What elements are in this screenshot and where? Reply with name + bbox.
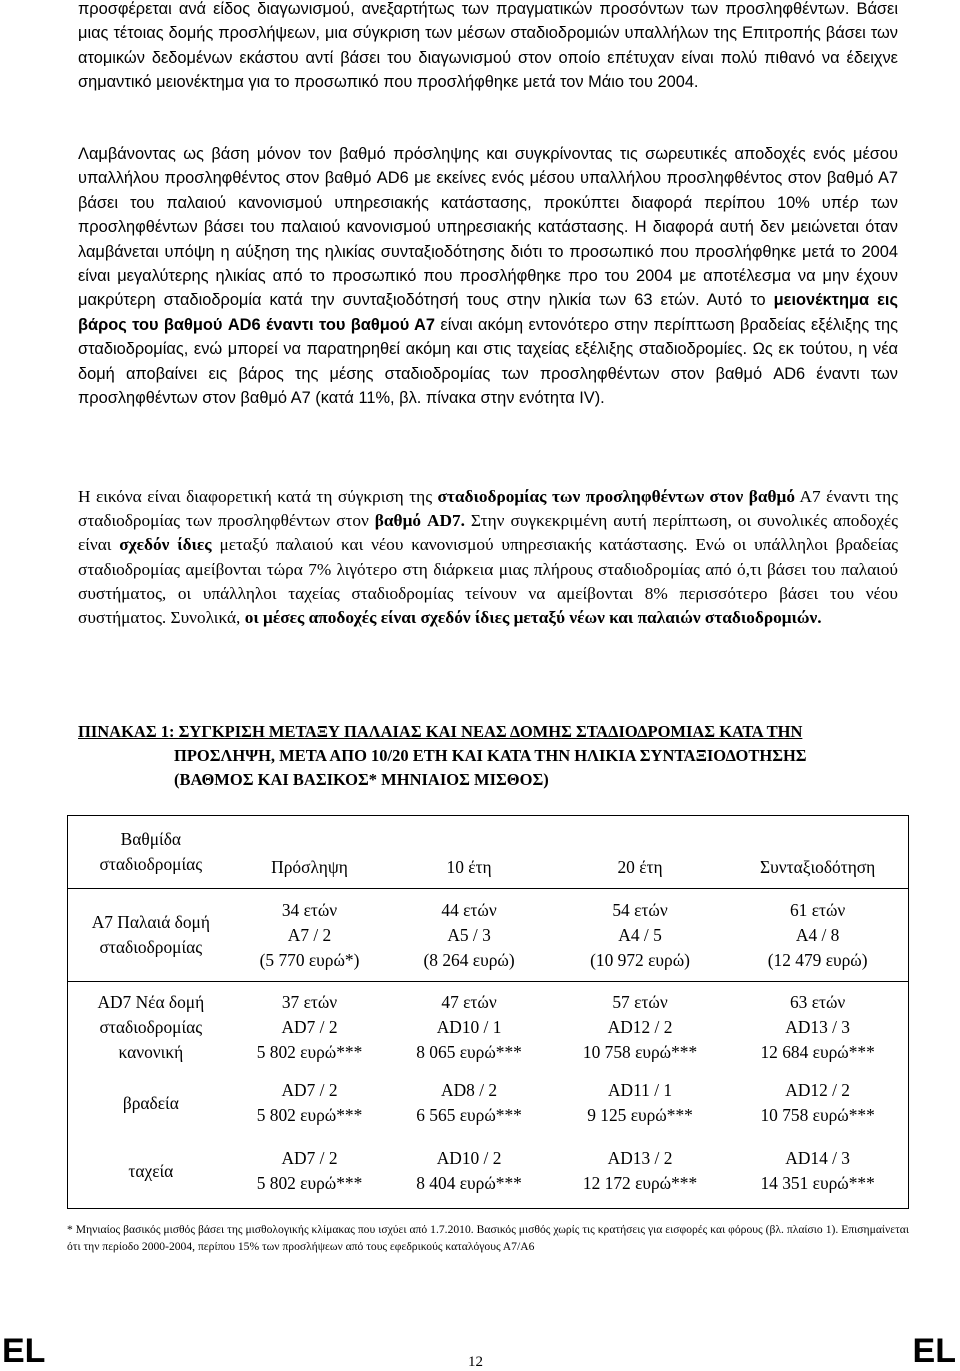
cell-line: AD12 / 2 <box>785 1080 850 1100</box>
row-label-ad7-line3: κανονική <box>118 1041 184 1062</box>
cell-line: 5 802 ευρώ*** <box>256 1105 363 1125</box>
cell-line: 14 351 ευρώ*** <box>760 1173 875 1193</box>
paragraph-1-text: προσφέρεται ανά είδος διαγωνισμού, ανεξαρτήτως των πραγματικών προσόντων των προσληφθέντων. Βάσει μιας τέτοιας δομής προσλήψεων, μια σύγκριση των μέσων σταδιοδρομιών υπαλλήλων της Επιτροπής βάσει των ατομικών δεδομένων εκάστου αντί βάσει του διαγωνισμού στον οποίο επέτυχαν είναι πολύ πιθανό να έδειχνε σημαντικό μειονέκτημα για το προσωπικό που προσλήφθηκε μετά τον Μάιο του 2004. <box>78 0 898 92</box>
header-career-level-line1: Βαθμίδα <box>120 829 182 849</box>
cell-slow-20y <box>553 1072 727 1134</box>
cell-line: Α7 / 2 <box>287 924 332 945</box>
paragraph-3-text-a: Η εικόνα είναι διαφορετική κατά τη σύγκριση της <box>78 487 438 506</box>
cell-ad7-recruitment <box>234 982 386 1073</box>
cell-a7-20y <box>553 889 727 982</box>
paragraph-2-text-b: Η διαφορά αυτή δεν μειώνεται όταν λαμβάνεται υπόψη η αύξηση της ηλικίας συνταξιοδότησης διότι το προσωπικό που προσλήφθηκε μετά το 2004 είναι μεγαλύτερης ηλικίας από το προσωπικό που προσλήφθηκε προ του 2004 με αποτέλεσμα να μην έχουν μακρύτερη σταδιοδρομία κατά την συνταξιοδότησή τους στην ηλικία των 63 ετών. Αυτό το <box>78 218 898 310</box>
table-row-ad7-normal <box>68 982 909 1073</box>
cell-line: 6 565 ευρώ*** <box>416 1105 522 1125</box>
table-title-line-2: ΠΡΟΣΛΗΨΗ, ΜΕΤΑ ΑΠΟ 10/20 ΕΤΗ ΚΑΙ ΚΑΤΑ ΤΗΝ ΗΛΙΚΙΑ ΣΥΝΤΑΞΙΟΔΟΤΗΣΗΣ <box>174 746 807 765</box>
cell-line: 54 ετών <box>612 899 668 920</box>
paragraph-3-bold-b: βαθμό AD7. <box>374 511 465 531</box>
cell-line: AD13 / 2 <box>607 1148 673 1168</box>
paragraph-2-text-a: Λαμβάνοντας ως βάση μόνον τον βαθμό πρόσληψης και συγκρίνοντας τις σωρευτικές αποδοχές ενός μέσου υπαλλήλου προσληφθέντος στον βαθμό AD6 με εκείνες ενός μέσου υπαλλήλου προσληφθέντος στον βαθμό Α7 βάσει του παλαιού κανονισμού υπηρεσιακής κατάστασης, προκύπτει διαφορά περίπου 10% υπέρ των προσληφθέντων βάσει του παλαιού κανονισμού υπηρεσιακής κατάστασης. <box>78 145 898 237</box>
cell-line: 8 065 ευρώ*** <box>416 1041 522 1062</box>
paragraph-2 <box>78 142 898 410</box>
cell-fast-recruitment <box>234 1134 386 1209</box>
cell-ad7-retirement <box>727 982 908 1073</box>
header-career-level <box>68 816 234 889</box>
cell-line: AD8 / 2 <box>441 1080 498 1100</box>
cell-ad7-10y <box>385 982 552 1073</box>
cell-line: 37 ετών <box>281 991 338 1012</box>
row-label-ad7 <box>68 982 234 1073</box>
cell-slow-10y <box>385 1072 552 1134</box>
table-row-slow <box>68 1072 909 1134</box>
row-label-fast: ταχεία <box>68 1134 234 1209</box>
cell-line: AD14 / 3 <box>785 1148 850 1168</box>
cell-fast-10y <box>385 1134 552 1209</box>
cell-line: AD10 / 1 <box>436 1016 502 1037</box>
table-title <box>78 720 898 792</box>
cell-line: 8 404 ευρώ*** <box>416 1173 522 1193</box>
cell-line: (10 972 ευρώ) <box>590 949 690 970</box>
cell-line: 12 172 ευρώ*** <box>582 1173 698 1193</box>
cell-line: 34 ετών <box>281 899 338 920</box>
cell-line: 47 ετών <box>441 991 497 1012</box>
paragraph-3 <box>78 485 898 630</box>
table-row-fast <box>68 1134 909 1209</box>
cell-line: 5 802 ευρώ*** <box>256 1041 363 1062</box>
cell-line: 57 ετών <box>612 991 668 1012</box>
cell-line: 9 125 ευρώ*** <box>587 1105 693 1125</box>
paragraph-3-bold-d: οι μέσες αποδοχές είναι σχεδόν ίδιες μεταξύ νέων και παλαιών σταδιοδρομιών. <box>244 608 822 628</box>
header-recruitment: Πρόσληψη <box>234 816 386 889</box>
cell-line: 44 ετών <box>441 899 497 920</box>
cell-line: 61 ετών <box>789 899 846 920</box>
cell-line: (12 479 ευρώ) <box>767 949 868 970</box>
paragraph-1 <box>78 0 898 95</box>
row-label-a7-line2: σταδιοδρομίας <box>99 937 203 957</box>
header-20-years: 20 έτη <box>553 816 727 889</box>
table-row-a7-old <box>68 889 909 982</box>
header-10-years: 10 έτη <box>385 816 552 889</box>
row-label-slow: βραδεία <box>122 1092 179 1113</box>
row-label-a7 <box>68 889 234 982</box>
page-number: 12 <box>468 1354 483 1370</box>
cell-line: (5 770 ευρώ*) <box>259 949 360 970</box>
cell-slow-retirement <box>727 1072 908 1134</box>
row-label-ad7-line2: σταδιοδρομίας <box>99 1016 203 1037</box>
cell-line: 10 758 ευρώ*** <box>760 1105 875 1125</box>
paragraph-3-bold-c: σχεδόν ίδιες <box>119 535 212 555</box>
comparison-table <box>67 815 909 1209</box>
footer-language-left: EL <box>2 1332 46 1370</box>
footer-language-right: EL <box>912 1332 956 1370</box>
cell-line: AD7 / 2 <box>281 1148 338 1168</box>
cell-line: Α4 / 5 <box>618 924 662 945</box>
table-header-row <box>68 816 909 889</box>
cell-a7-10y <box>385 889 552 982</box>
paragraph-2-text-c: είναι ακόμη εντονότερο στην περίπτωση βραδείας εξέλιξης της σταδιοδρομίας, ενώ μπορεί να παρατηρηθεί ακόμη και στις ταχείας εξέλιξης σταδιοδρομίες. Ως εκ τούτου, η νέα δομή αποβαίνει εις βάρος της μέσης σταδιοδρομίας των προσληφθέντων στον βαθμό AD6 έναντι των προσληφθέντων στον βαθμό Α7 (κατά 11%, βλ. πίνακα στην ενότητα IV). <box>78 315 898 408</box>
paragraph-3-bold-a: σταδιοδρομίας των προσληφθέντων στον βαθμό <box>437 487 795 506</box>
paragraph-3-text-c: Στην συγκεκριμένη αυτή περίπτωση, οι συνολικές αποδοχές είναι <box>78 511 898 555</box>
cell-slow-recruitment <box>234 1072 386 1134</box>
cell-line: 12 684 ευρώ*** <box>760 1041 875 1062</box>
cell-fast-20y <box>553 1134 727 1209</box>
row-label-ad7-line1: AD7 Νέα δομή <box>97 991 205 1012</box>
cell-a7-retirement <box>727 889 908 982</box>
cell-line: Α5 / 3 <box>447 924 491 945</box>
cell-line: AD11 / 1 <box>607 1080 673 1100</box>
cell-ad7-20y <box>553 982 727 1073</box>
row-label-a7-line1: Α7 Παλαιά δομή <box>91 912 210 932</box>
cell-line: AD10 / 2 <box>436 1148 502 1168</box>
header-retirement: Συνταξιοδότηση <box>727 816 908 889</box>
paragraph-3-text-b: Α7 έναντι της σταδιοδρομίας των προσληφθέντων στον <box>78 487 898 531</box>
cell-line: AD13 / 3 <box>785 1016 850 1037</box>
cell-line: AD7 / 2 <box>281 1080 338 1100</box>
table-title-line-3: (ΒΑΘΜΟΣ ΚΑΙ ΒΑΣΙΚΟΣ* ΜΗΝΙΑΙΟΣ ΜΙΣΘΟΣ) <box>174 770 549 789</box>
paragraph-3-text-d: μεταξύ παλαιού και νέου κανονισμού υπηρεσιακής κατάστασης. Ενώ οι υπάλληλοι βραδείας σταδιοδρομίας αμείβονται τώρα 7% λιγότερο στη διάρκεια μιας πλήρους σταδιοδρομίας από ό,τι βάσει του παλαιού συστήματος, οι υπάλληλοι ταχείας σταδιοδρομίας τείνουν να αμείβονται 8% περισσότερο βάσει του νέου συστήματος. Συνολικά, <box>78 535 898 628</box>
cell-fast-retirement <box>727 1134 908 1209</box>
cell-a7-recruitment <box>234 889 386 982</box>
table-footnote: * Μηνιαίος βασικός μισθός βάσει της μισθολογικής κλίμακας που ισχύει από 1.7.2010. Βασικός μισθός χωρίς τις κρατήσεις για εισφορές και φόρους (βλ. πλαίσιο 1). Επισημαίνεται ότι την περίοδο 2000-2004, περίπου 15% των προσλήψεων από τους εφεδρικούς καταλόγους Α7/Α6 <box>67 1222 909 1253</box>
cell-line: 10 758 ευρώ*** <box>582 1041 698 1062</box>
cell-line: 63 ετών <box>789 991 846 1012</box>
cell-line: Α4 / 8 <box>795 924 840 945</box>
header-career-level-line2: σταδιοδρομίας <box>99 854 203 874</box>
table-title-line-1: ΠΙΝΑΚΑΣ 1: ΣΥΓΚΡΙΣΗ ΜΕΤΑΞΥ ΠΑΛΑΙΑΣ ΚΑΙ ΝΕΑΣ ΔΟΜΗΣ ΣΤΑΔΙΟΔΡΟΜΙΑΣ ΚΑΤΑ ΤΗΝ <box>78 722 803 741</box>
paragraph-2-bold: μειονέκτημα εις βάρος του βαθμού AD6 έναντι του βαθμού Α7 <box>78 291 898 334</box>
cell-line: AD12 / 2 <box>607 1016 673 1037</box>
cell-line: AD7 / 2 <box>281 1016 338 1037</box>
cell-line: 5 802 ευρώ*** <box>256 1173 363 1193</box>
cell-line: (8 264 ευρώ) <box>423 949 515 970</box>
